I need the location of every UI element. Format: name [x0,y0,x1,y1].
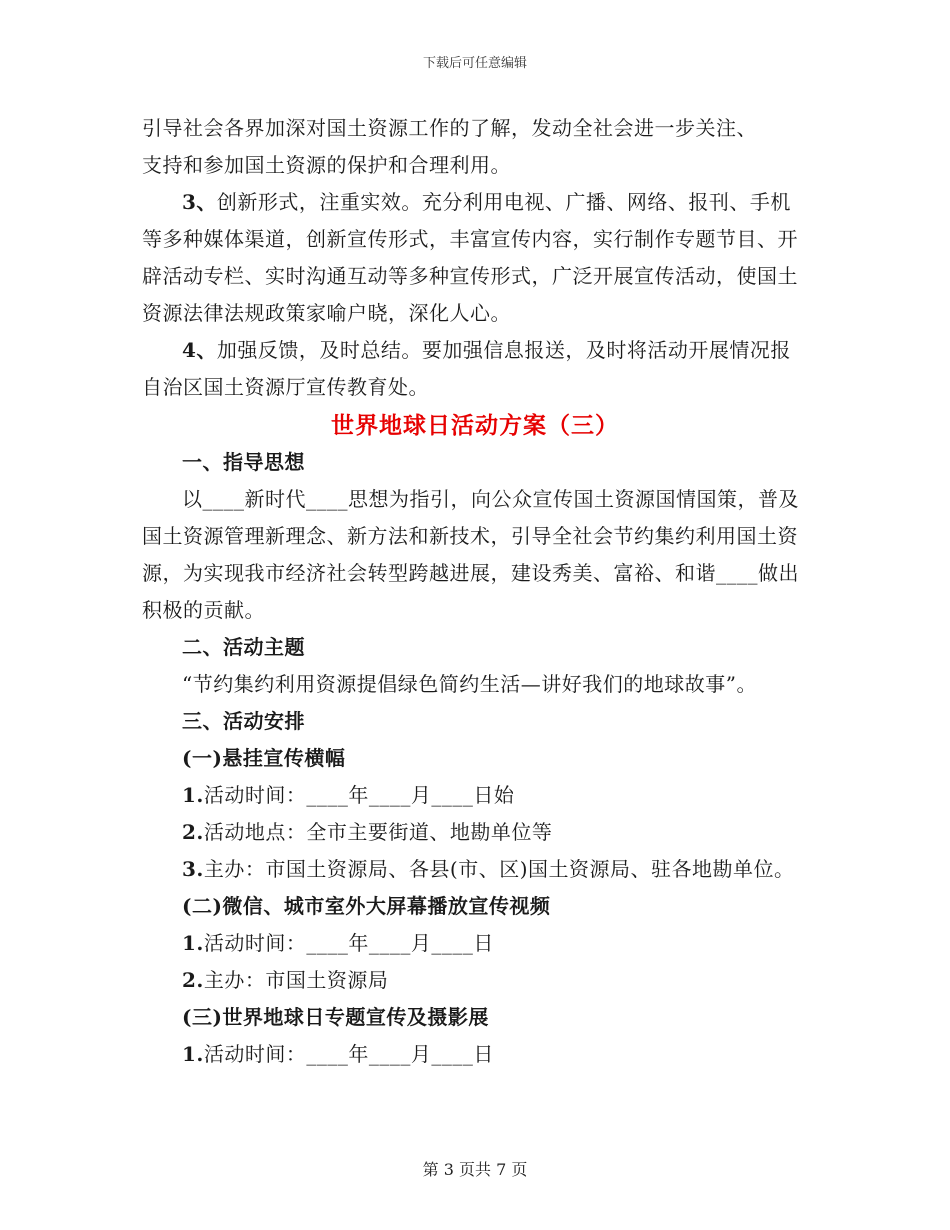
page-footer: 第 3 页共 7 页 [422,1160,528,1179]
item-text: 活动地点：全市主要街道、地勘单位等 [203,820,553,844]
list-item [142,962,808,999]
list-item [142,1036,808,1073]
item-text: 主办：市国土资源局、各县(市、区)国土资源局、驻各地勘单位。 [203,857,795,881]
document-title: 世界地球日活动方案（三） [331,412,619,439]
paragraph-text: 创新形式，注重实效。充分利用电视、广播、网络、报刊、手机等多种媒体渠道，创新宣传形式，丰富宣传内容，实行制作专题节目、开辟活动专栏、实时沟通互动等多种宣传形式，广泛开展宣传活动，使国土资源法律法规政策家喻户晓，深化人心。 [142,190,798,325]
subsection-heading: (二)微信、城市室外大屏幕播放宣传视频 [182,894,551,918]
list-item [142,777,808,814]
item-text: 活动时间：____年____月____日 [203,1042,494,1066]
subsection-heading: (一)悬挂宣传横幅 [182,746,346,770]
section-heading: 一、指导思想 [182,450,305,474]
section-heading: 二、活动主题 [182,635,305,659]
paragraph-line: 支持和参加国土资源的保护和合理利用。 [142,153,511,177]
list-item [142,851,808,888]
list-item [142,814,808,851]
paragraph-3 [142,184,808,332]
paragraph-4 [142,332,808,406]
item-number: 1. [182,931,204,955]
paragraph-continued [142,110,808,184]
item-number: 2. [182,820,204,844]
paragraph-guiding-idea: 以____新时代____思想为指引，向公众宣传国土资源国情国策，普及国土资源管理新理念、新方法和新技术，引导全社会节约集约利用国土资源，为实现我市经济社会转型跨越进展，建设秀美、富裕、和谐____做出积极的贡献。 [142,487,799,622]
item-text: 活动时间：____年____月____日始 [203,783,515,807]
item-text: 主办：市国土资源局 [203,968,389,992]
item-number: 4、 [182,338,217,362]
item-number: 3. [182,857,204,881]
paragraph-theme: “节约集约利用资源提倡绿色简约生活—讲好我们的地球故事”。 [182,672,757,696]
item-text: 活动时间：____年____月____日 [203,931,494,955]
item-number: 3、 [182,190,217,214]
list-item [142,925,808,962]
item-number: 1. [182,1042,204,1066]
item-number: 1. [182,783,204,807]
section-heading: 三、活动安排 [182,709,305,733]
item-number: 2. [182,968,204,992]
subsection-heading: (三)世界地球日专题宣传及摄影展 [182,1005,489,1029]
page-header: 下载后可任意编辑 [422,56,527,71]
paragraph-line: 引导社会各界加深对国土资源工作的了解，发动全社会进一步关注、 [142,116,757,140]
paragraph-text: 加强反馈，及时总结。要加强信息报送，及时将活动开展情况报自治区国土资源厅宣传教育处。 [142,338,791,399]
document-body [142,110,808,1073]
